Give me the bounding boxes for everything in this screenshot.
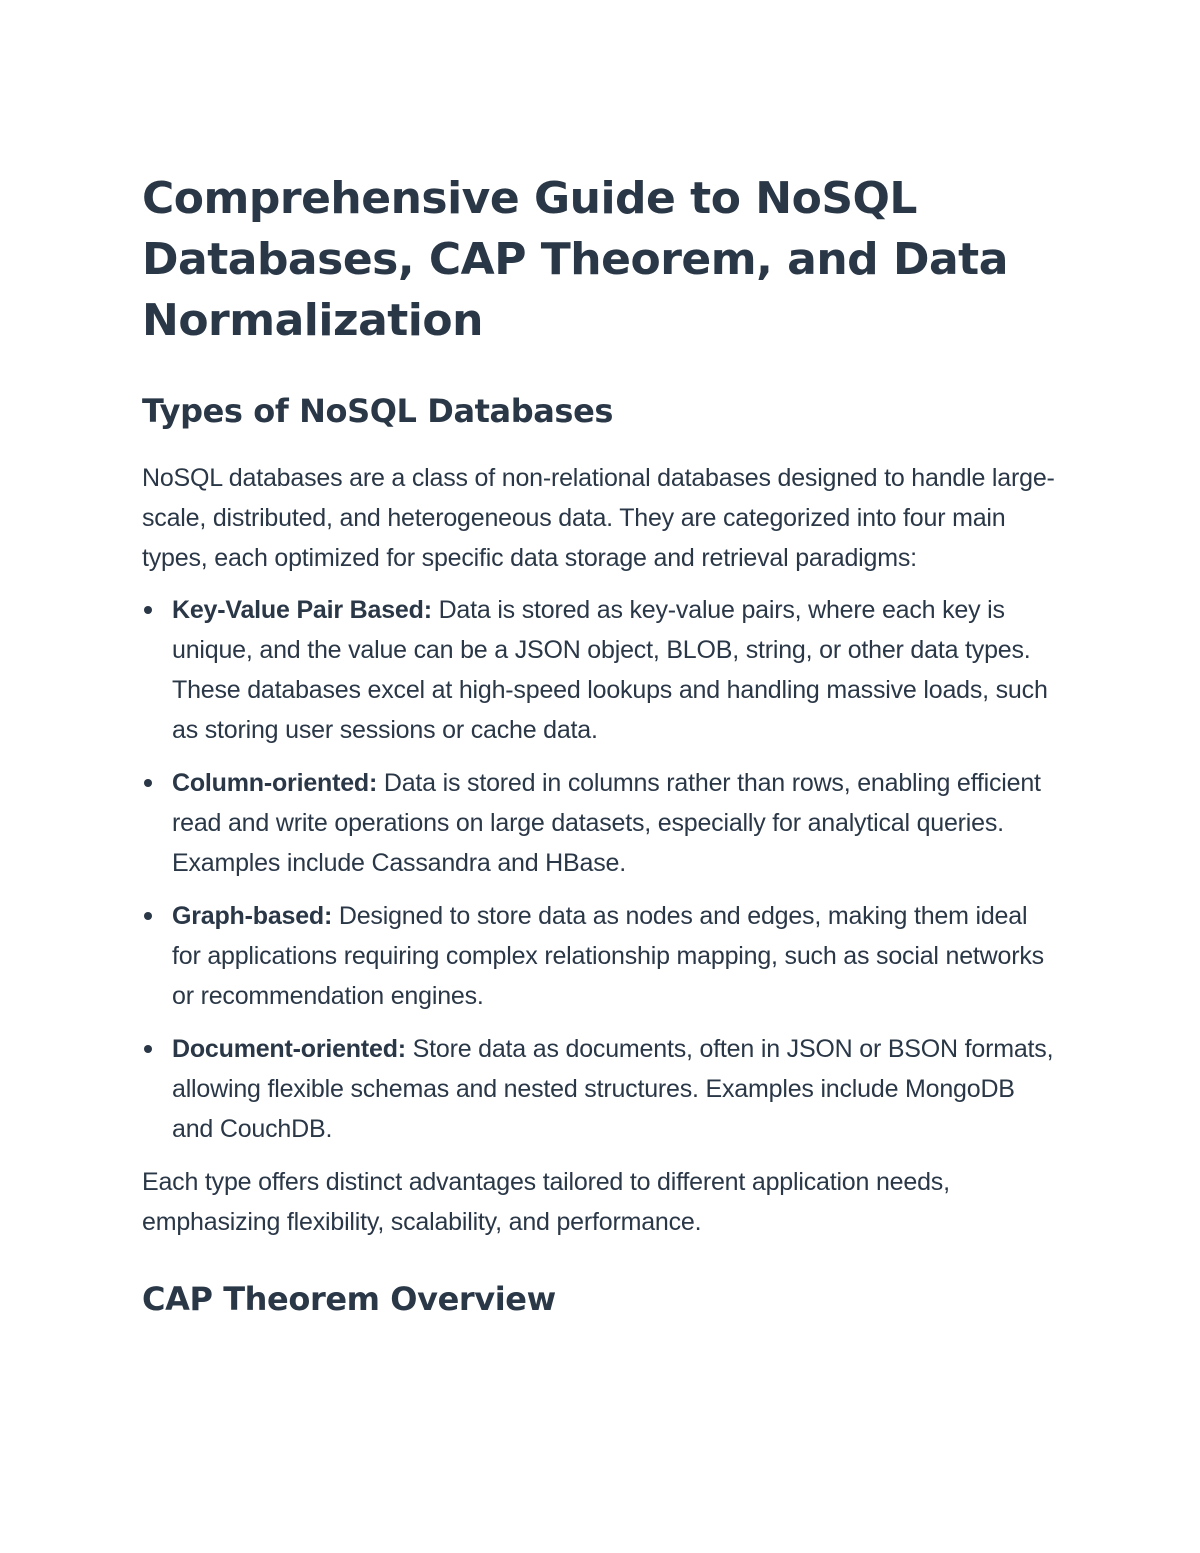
bullet-icon — [144, 606, 152, 614]
list-item-term: Column-oriented: — [172, 769, 378, 797]
types-intro-paragraph: NoSQL databases are a class of non-relational databases designed to handle large-scale, distributed, and heterogeneous data. They are categorized into four main types, each optimized for specific data storage and retrieval paradigms: — [142, 464, 1055, 572]
list-item-text: Data is stored in columns rather than rows, enabling efficient read and write operations on large datasets, especially for analytical queries. Examples include Cassandra and HBase. — [172, 769, 1041, 877]
list-item-text: Store data as documents, often in JSON or BSON formats, allowing flexible schemas and nested structures. Examples include MongoDB and CouchDB. — [172, 1035, 1054, 1143]
bullet-icon — [144, 912, 152, 920]
nosql-types-list — [142, 590, 1062, 1149]
list-item-term: Graph-based: — [172, 902, 333, 930]
list-item — [142, 1029, 1062, 1149]
section-heading-cap: CAP Theorem Overview — [142, 1280, 556, 1318]
section-heading-types: Types of NoSQL Databases — [142, 392, 614, 430]
list-item-term: Key-Value Pair Based: — [172, 596, 432, 624]
bullet-icon — [144, 779, 152, 787]
list-item-text: Data is stored as key-value pairs, where each key is unique, and the value can be a JSON object, BLOB, string, or other data types. These databases excel at high-speed lookups and handling massive loads, such as storing user sessions or cache data. — [172, 596, 1048, 744]
bullet-icon — [144, 1045, 152, 1053]
types-outro-paragraph: Each type offers distinct advantages tailored to different application needs, emphasizing flexibility, scalability, and performance. — [142, 1168, 950, 1236]
list-item-text: Designed to store data as nodes and edges, making them ideal for applications requiring complex relationship mapping, such as social networks or recommendation engines. — [172, 902, 1044, 1010]
document-title: Comprehensive Guide to NoSQL Databases, CAP Theorem, and Data Normalization — [142, 173, 1008, 346]
list-item-term: Document-oriented: — [172, 1035, 406, 1063]
document-page — [142, 168, 1062, 1319]
list-item — [142, 590, 1062, 750]
list-item — [142, 763, 1062, 883]
list-item — [142, 896, 1062, 1016]
